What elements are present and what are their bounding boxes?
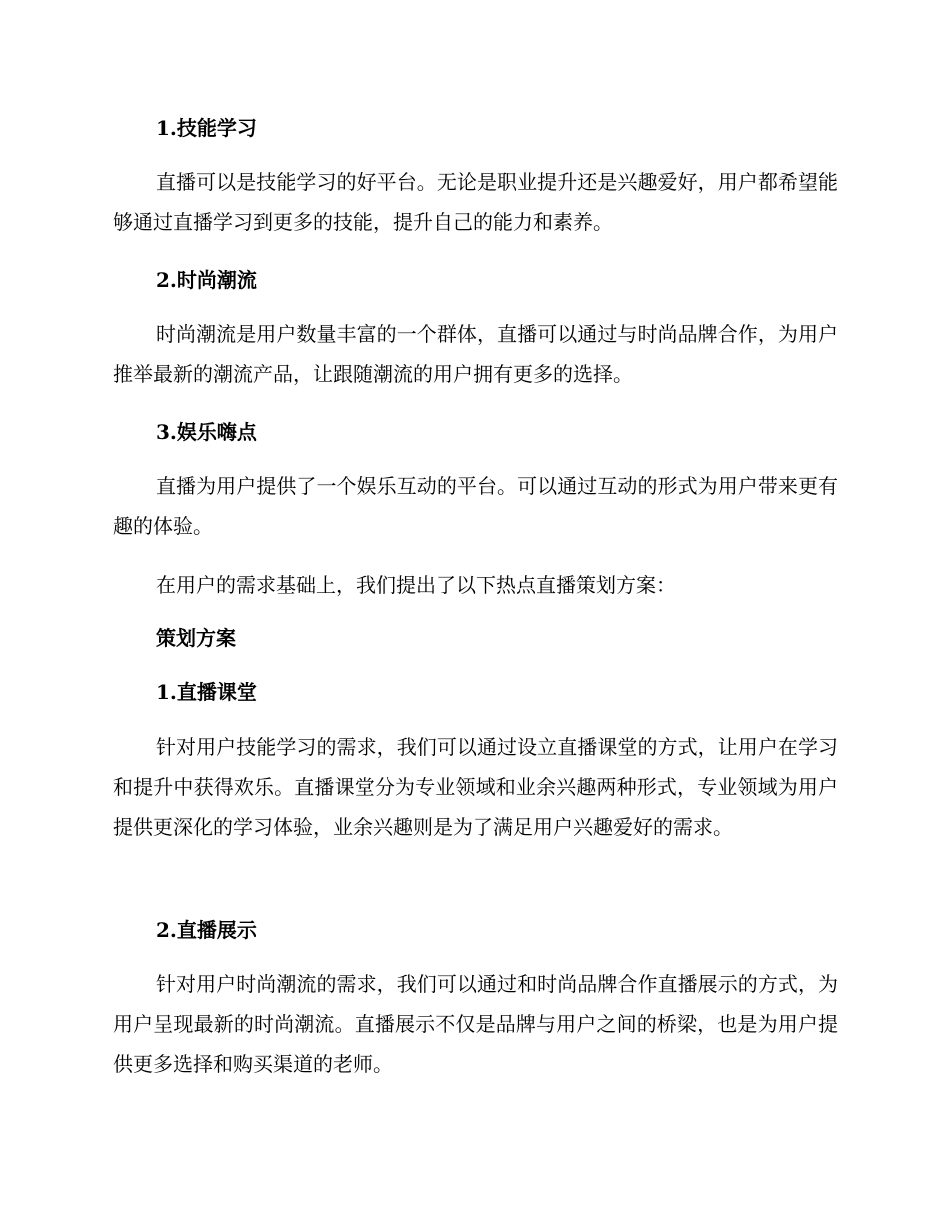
section-body-entertainment: 直播为用户提供了一个娱乐互动的平台。可以通过互动的形式为用户带来更有趣的体验。 bbox=[113, 474, 838, 538]
section-body-skill-learning: 直播可以是技能学习的好平台。无论是职业提升还是兴趣爱好，用户都希望能够通过直播学习到更多的技能，提升自己的能力和素养。 bbox=[113, 170, 838, 234]
section-heading-fashion-trend: 2.时尚潮流 bbox=[156, 268, 257, 292]
plan-body-live-classroom: 针对用户技能学习的需求，我们可以通过设立直播课堂的方式，让用户在学习和提升中获得欢乐。直播课堂分为专业领域和业余兴趣两种形式，专业领域为用户提供更深化的学习体验，业余兴趣则是为了满足用户兴趣爱好的需求。 bbox=[113, 735, 838, 839]
section-body-fashion-trend: 时尚潮流是用户数量丰富的一个群体，直播可以通过与时尚品牌合作，为用户推举最新的潮流产品，让跟随潮流的用户拥有更多的选择。 bbox=[113, 322, 838, 386]
plan-heading-live-showcase: 2.直播展示 bbox=[156, 918, 257, 942]
plan-intro-paragraph: 在用户的需求基础上，我们提出了以下热点直播策划方案： bbox=[156, 573, 676, 597]
plan-section-title: 策划方案 bbox=[156, 626, 236, 650]
plan-heading-live-classroom: 1.直播课堂 bbox=[156, 680, 257, 704]
section-heading-skill-learning: 1.技能学习 bbox=[156, 116, 257, 140]
plan-body-live-showcase: 针对用户时尚潮流的需求，我们可以通过和时尚品牌合作直播展示的方式，为用户呈现最新的时尚潮流。直播展示不仅是品牌与用户之间的桥梁，也是为用户提供更多选择和购买渠道的老师。 bbox=[113, 972, 838, 1076]
section-heading-entertainment: 3.娱乐嗨点 bbox=[156, 420, 257, 444]
